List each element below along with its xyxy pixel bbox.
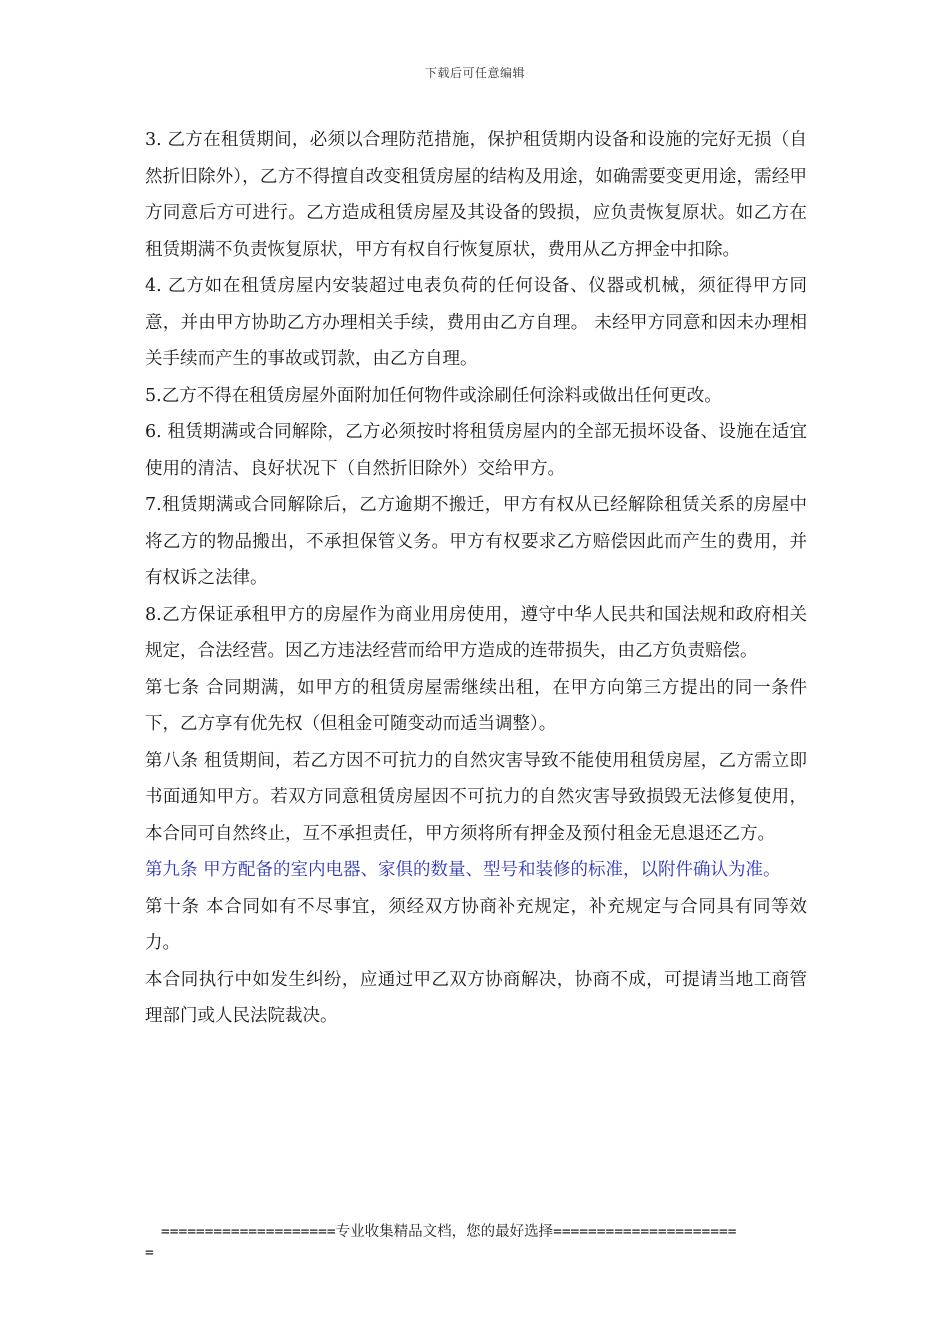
clause-6: 6. 租赁期满或合同解除，乙方必须按时将租赁房屋内的全部无损坏设备、设施在适宜使用的清洁、良好状况下（自然折旧除外）交给甲方。 (145, 422, 807, 479)
footer-tail: = (145, 1245, 154, 1261)
article-7: 第七条 合同期满，如甲方的租赁房屋需继续出租，在甲方向第三方提出的同一条件下，乙方享有优先权（但租金可随变动而适当调整）。 (145, 677, 807, 734)
clause-4: 4. 乙方如在租赁房屋内安装超过电表负荷的任何设备、仪器或机械，须征得甲方同意，并由甲方协助乙方办理相关手续，费用由乙方自理。 未经甲方同意和因未办理相关手续而产生的事故或罚款，由乙方自理。 (145, 276, 807, 369)
article-8: 第八条 租赁期间，若乙方因不可抗力的自然灾害导致不能使用租赁房屋，乙方需立即书面通知甲方。若双方同意租赁房屋因不可抗力的自然灾害导致损毁无法修复使用，本合同可自然终止，互不承担责任，甲方须将所有押金及预付租金无息退还乙方。 (145, 750, 807, 844)
clause-7: 7.租赁期满或合同解除后，乙方逾期不搬迁，甲方有权从已经解除租赁关系的房屋中将乙方的物品搬出，不承担保管义务。甲方有权要求乙方赔偿因此而产生的费用，并有权诉之法律。 (145, 495, 807, 588)
document-body (145, 122, 807, 1035)
article-9: 第九条 甲方配备的室内电器、家俱的数量、型号和装修的标准，以附件确认为准。 (145, 860, 781, 880)
article-10: 第十条 本合同如有不尽事宜，须经双方协商补充规定，补充规定与合同具有同等效力。 (145, 896, 807, 953)
clause-3: 3. 乙方在租赁期间，必须以合理防范措施，保护租赁期内设备和设施的完好无损（自然折旧除外），乙方不得擅自改变租赁房屋的结构及用途，如确需要变更用途，需经甲方同意后方可进行。乙方造成租赁房屋及其设备的毁损，应负责恢复原状。如乙方在租赁期满不负责恢复原状，甲方有权自行恢复原状，费用从乙方押金中扣除。 (145, 130, 807, 260)
dispute-resolution: 本合同执行中如发生纠纷，应通过甲乙双方协商解决，协商不成，可提请当地工商管理部门或人民法院裁决。 (145, 969, 807, 1026)
page-footer (145, 1222, 810, 1264)
page-header: 下载后可任意编辑 (424, 66, 525, 80)
clause-8: 8.乙方保证承租甲方的房屋作为商业用房使用，遵守中华人民共和国法规和政府相关规定，合法经营。因乙方违法经营而给甲方造成的连带损失，由乙方负责赔偿。 (145, 604, 807, 661)
footer-banner: ====================专业收集精品文档，您的最好选择===================== (161, 1224, 737, 1240)
clause-5: 5.乙方不得在租赁房屋外面附加任何物件或涂刷任何涂料或做出任何更改。 (145, 385, 722, 406)
